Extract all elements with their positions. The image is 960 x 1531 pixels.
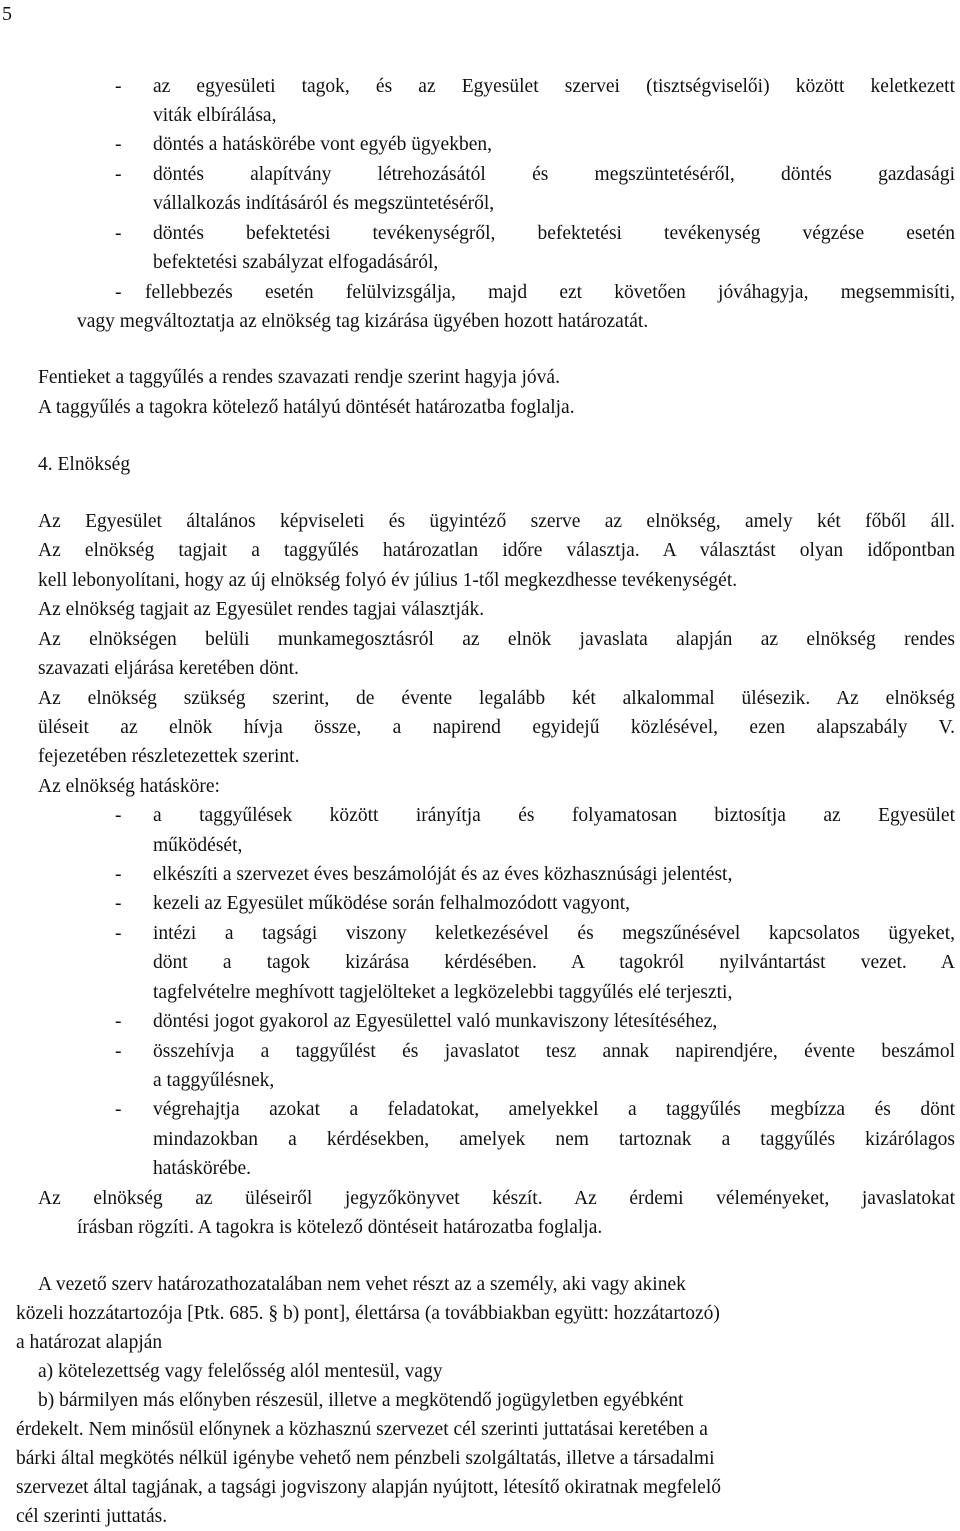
- text-line: viták elbírálása,: [153, 105, 277, 126]
- text-line: döntés alapítvány létrehozásától és megszüntetéséről, döntés gazdasági: [153, 164, 955, 185]
- section-heading: 4. Elnökség: [38, 454, 131, 475]
- paragraph-line: bárki által megkötés nélkül igénybe vehető nem pénzbeli szolgáltatás, illetve a társadalmi: [16, 1448, 715, 1469]
- text-line: végrehajtja azokat a feladatokat, amelyekkel a taggyűlés megbízza és dönt: [153, 1099, 955, 1120]
- paragraph-line: Az elnökségen belüli munkamegosztásról az elnök javaslata alapján az elnökség rendes: [38, 629, 955, 650]
- paragraph-line: közeli hozzátartozója [Ptk. 685. § b) pont], élettársa (a továbbiakban együtt: hozzátartozó): [16, 1303, 720, 1324]
- text-line: dönt a tagok kizárása kérdésében. A tagokról nyilvántartást vezet. A: [153, 952, 955, 973]
- paragraph-line: Az elnökség hatásköre:: [38, 776, 220, 797]
- list-dash: -: [115, 893, 122, 914]
- paragraph-line: Fentieket a taggyűlés a rendes szavazati rendje szerint hagyja jóvá.: [38, 367, 560, 388]
- text-line: befektetési szabályzat elfogadásáról,: [153, 252, 439, 273]
- paragraph-line: üléseit az elnök hívja össze, a napirend egyidejű közlésével, ezen alapszabály V.: [38, 717, 955, 738]
- paragraph-line: szervezet által tagjának, a tagsági jogviszony alapján nyújtott, létesítő okiratnak megfelelő: [16, 1477, 721, 1498]
- list-dash: -: [115, 223, 122, 244]
- text-line: hatáskörébe.: [153, 1158, 251, 1179]
- text-line: az egyesületi tagok, és az Egyesület szervei (tisztségviselői) között keletkezett: [153, 76, 955, 97]
- paragraph-line: Az elnökség tagjait az Egyesület rendes tagjai választják.: [38, 599, 485, 620]
- list-dash: -: [115, 1099, 122, 1120]
- list-dash: -: [115, 1011, 122, 1032]
- text-line: döntés befektetési tevékenységről, befektetési tevékenység végzése esetén: [153, 223, 955, 244]
- paragraph-line: A taggyűlés a tagokra kötelező hatályú döntését határozatba foglalja.: [38, 397, 575, 418]
- list-dash: -: [115, 164, 122, 185]
- text-line: a taggyűlések között irányítja és folyamatosan biztosítja az Egyesület: [153, 805, 955, 826]
- paragraph-line: b) bármilyen más előnyben részesül, illetve a megkötendő jogügyletben egyébként: [38, 1390, 684, 1411]
- text-line: döntési jogot gyakorol az Egyesülettel való munkaviszony létesítéséhez,: [153, 1011, 718, 1032]
- text-line: működését,: [153, 835, 243, 856]
- list-dash: -: [115, 1041, 122, 1062]
- list-dash: -: [115, 923, 122, 944]
- list-dash: -: [115, 76, 122, 97]
- list-dash: -: [115, 805, 122, 826]
- text-line: intézi a tagsági viszony keletkezésével és megszűnésével kapcsolatos ügyeket,: [153, 923, 955, 944]
- text-line: vállalkozás indításáról és megszüntetéséről,: [153, 193, 495, 214]
- text-line: vagy megváltoztatja az elnökség tag kizárása ügyében hozott határozatát.: [77, 311, 649, 332]
- text-line: kezeli az Egyesület működése során felhalmozódott vagyont,: [153, 893, 631, 914]
- list-dash: -: [115, 134, 122, 155]
- text-line: döntés a hatáskörébe vont egyéb ügyekben,: [153, 134, 492, 155]
- text-line: mindazokban a kérdésekben, amelyek nem tartoznak a taggyűlés kizárólagos: [153, 1129, 955, 1150]
- paragraph-line: fejezetében részletezettek szerint.: [38, 746, 300, 767]
- text-line: tagfelvételre meghívott tagjelölteket a legközelebbi taggyűlés elé terjeszti,: [153, 982, 733, 1003]
- list-dash: -: [115, 864, 122, 885]
- text-line: fellebbezés esetén felülvizsgálja, majd ezt követően jóváhagyja, megsemmisíti,: [145, 282, 955, 303]
- paragraph-line: Az elnökség tagjait a taggyűlés határozatlan időre választja. A választást olyan időpontban: [38, 540, 955, 561]
- paragraph-line: A vezető szerv határozathozatalában nem vehet részt az a személy, aki vagy akinek: [38, 1274, 686, 1295]
- text-line: a taggyűlésnek,: [153, 1070, 275, 1091]
- paragraph-line: a határozat alapján: [16, 1332, 163, 1353]
- text-line: összehívja a taggyűlést és javaslatot tesz annak napirendjére, évente beszámol: [153, 1041, 955, 1062]
- paragraph-line: Az Egyesület általános képviseleti és ügyintéző szerve az elnökség, amely két főből áll.: [38, 511, 955, 532]
- paragraph-line: a) kötelezettség vagy felelősség alól mentesül, vagy: [38, 1361, 443, 1382]
- paragraph-line: érdekelt. Nem minősül előnynek a közhasznú szervezet cél szerinti juttatásai keretében a: [16, 1419, 708, 1440]
- paragraph-line: írásban rögzíti. A tagokra is kötelező döntéseit határozatba foglalja.: [77, 1217, 603, 1238]
- paragraph-line: Az elnökség az üléseiről jegyzőkönyvet készít. Az érdemi véleményeket, javaslatokat: [38, 1188, 955, 1209]
- page-number: 5: [2, 3, 12, 25]
- paragraph-line: szavazati eljárása keretében dönt.: [38, 658, 299, 679]
- paragraph-line: Az elnökség szükség szerint, de évente legalább két alkalommal ülésezik. Az elnökség: [38, 688, 955, 709]
- paragraph-line: cél szerinti juttatás.: [16, 1506, 168, 1527]
- list-dash: -: [115, 282, 122, 303]
- paragraph-line: kell lebonyolítani, hogy az új elnökség folyó év július 1-től megkezdhesse tevékenységét.: [38, 570, 738, 591]
- text-line: elkészíti a szervezet éves beszámolóját és az éves közhasznúsági jelentést,: [153, 864, 733, 885]
